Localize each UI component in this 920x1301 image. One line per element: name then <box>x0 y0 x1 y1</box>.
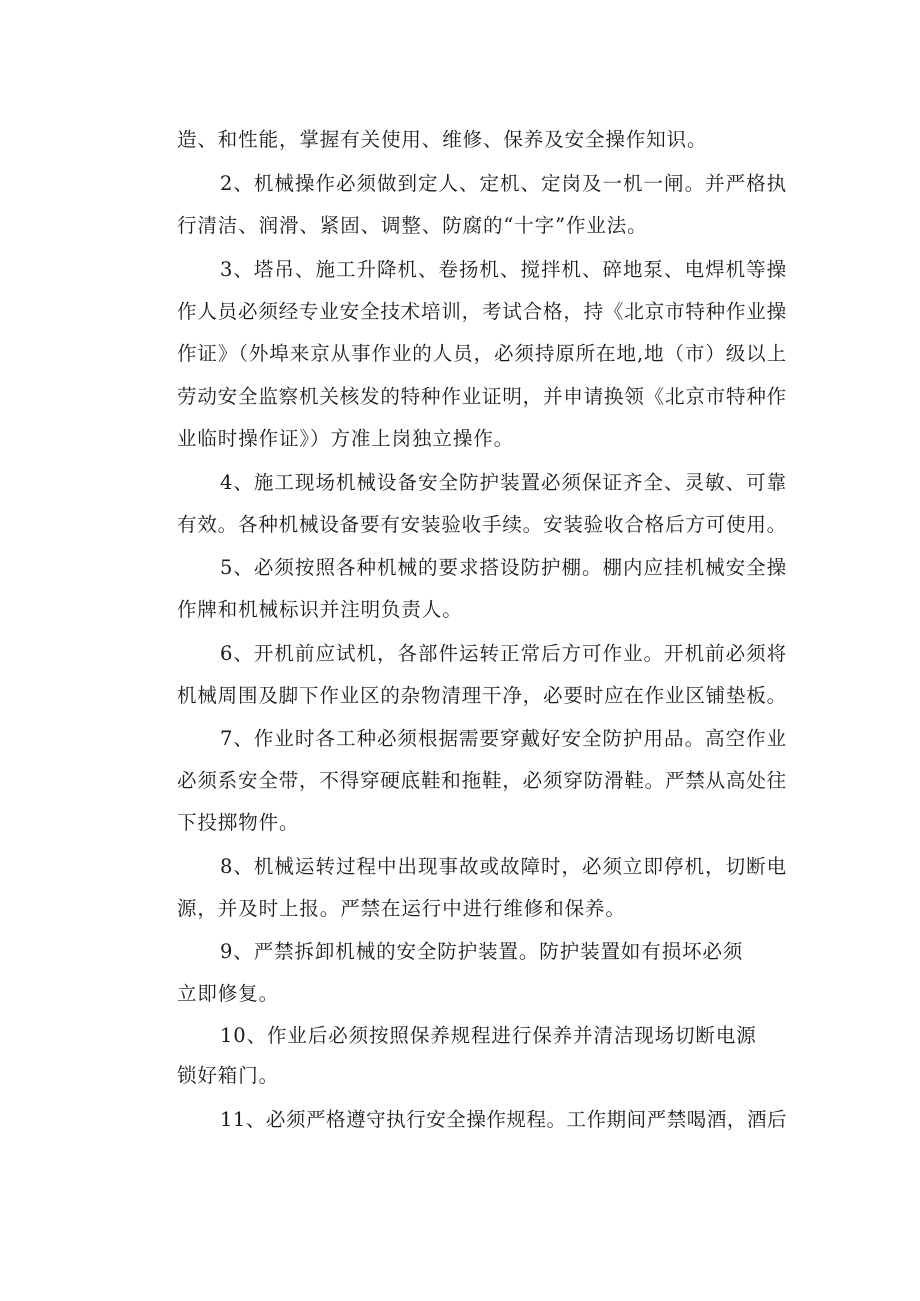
text-line: 锁好箱门。 <box>177 1064 280 1087</box>
text-line: 10、作业后必须按照保养规程进行保养并清洁现场切断电源 <box>220 1024 757 1047</box>
text-line: 6、开机前应试机，各部件运转正常后方可作业。开机前必须将 <box>220 642 787 665</box>
text-line: 行清洁、润滑、紧固、调整、防腐的“十字”作业法。 <box>177 214 648 237</box>
text-line: 11、必须严格遵守执行安全操作规程。工作期间严禁喝酒，酒后 <box>220 1108 787 1131</box>
text-line: 作人员必须经专业安全技术培训，考试合格，持《北京市特种作业操 <box>177 300 787 323</box>
text-line: 作证》（外埠来京从事作业的人员，必须持原所在地,地（市）级以上 <box>177 342 787 365</box>
text-line: 业临时操作证》）方准上岗独立操作。 <box>177 427 515 450</box>
text-line: 7、作业时各工种必须根据需要穿戴好安全防护用品。高空作业 <box>220 727 787 750</box>
text-line: 有效。各种机械设备要有安装验收手续。安装验收合格后方可使用。 <box>177 513 787 536</box>
text-line: 源，并及时上报。严禁在运行中进行维修和保养。 <box>177 897 626 920</box>
text-line: 8、机械运转过程中出现事故或故障时，必须立即停机，切断电 <box>220 855 787 878</box>
text-line: 作牌和机械标识并注明负责人。 <box>177 598 463 621</box>
text-line: 必须系安全带，不得穿硬底鞋和拖鞋，必须穿防滑鞋。严禁从高处往 <box>177 769 787 792</box>
text-line: 造、和性能，掌握有关使用、维修、保养及安全操作知识。 <box>177 128 708 151</box>
text-line: 劳动安全监察机关核发的特种作业证明，并申请换领《北京市特种作 <box>177 385 787 408</box>
text-line: 4、施工现场机械设备安全防护装置必须保证齐全、灵敏、可靠 <box>220 471 787 494</box>
text-line: 下投掷物件。 <box>177 811 300 834</box>
text-line: 机械周围及脚下作业区的杂物清理干净，必要时应在作业区铺垫板。 <box>177 684 787 707</box>
text-line: 5、必须按照各种机械的要求搭设防护棚。棚内应挂机械安全操 <box>220 556 787 579</box>
text-line: 3、塔吊、施工升降机、卷扬机、搅拌机、碎地泵、电焊机等操 <box>220 258 787 281</box>
text-line: 9、严禁拆卸机械的安全防护装置。防护装置如有损坏必须 <box>220 940 744 963</box>
text-line: 2、机械操作必须做到定人、定机、定岗及一机一闸。并严格执 <box>220 172 787 195</box>
text-line: 立即修复。 <box>177 982 280 1005</box>
